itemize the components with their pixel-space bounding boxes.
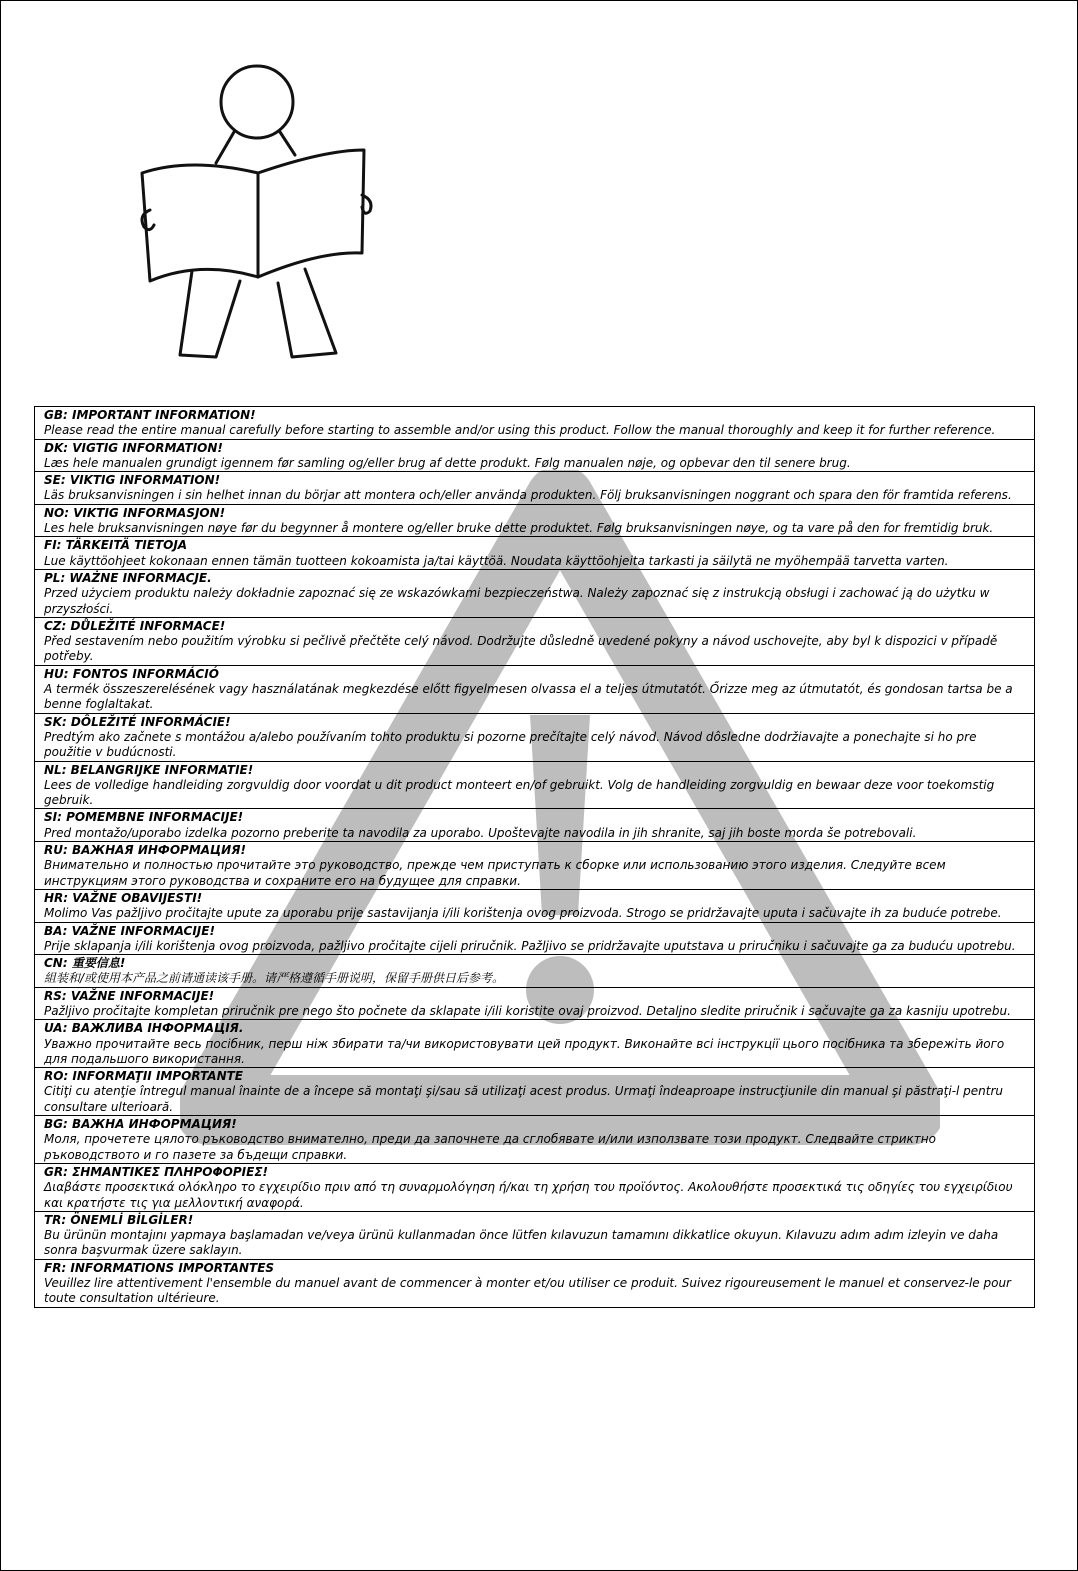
section-heading: RO: INFORMAŢII IMPORTANTE <box>44 1069 244 1084</box>
info-cell <box>35 1020 1035 1068</box>
table-row <box>35 842 1035 890</box>
info-cell <box>35 504 1035 537</box>
section-text: Lees de volledige handleiding zorgvuldig door voordat u dit product monteert en/of gebruikt. Volg de handleiding zorgvuldig en bewaar deze voor toekomstig gebruik. <box>44 777 995 808</box>
table-row <box>35 713 1035 761</box>
info-cell <box>35 761 1035 809</box>
section-text: Lue käyttöohjeet kokonaan ennen tämän tuotteen kokoamista ja/tai käyttöä. Noudata käyttöohjeita tarkasti ja säilytä ne myöhempää tarvetta varten. <box>44 553 949 568</box>
section-text: Læs hele manualen grundigt igennem før samling og/eller brug af dette produkt. Følg manualen nøje, og opbevar den til senere brug. <box>44 455 851 470</box>
section-text: Prije sklapanja i/ili korištenja ovog proizvoda, pažljivo pročitajte cijeli priručnik. Pažljivo se pridržavajte uputstava u priručniku i sačuvajte ga za buduću upotrebu. <box>44 938 1016 953</box>
section-text: Predtým ako začnete s montážou a/alebo používaním tohto produktu si pozorne prečítajte celý návod. Návod dôsledne dodržiavajte a ponechajte si ho pre použitie v budúcnosti. <box>44 729 977 760</box>
info-cell <box>35 1163 1035 1211</box>
info-cell <box>35 1259 1035 1307</box>
info-cell <box>35 665 1035 713</box>
section-heading: FR: INFORMATIONS IMPORTANTES <box>44 1260 275 1275</box>
section-heading: UA: ВАЖЛИВА ІНФОРМАЦІЯ. <box>44 1021 244 1036</box>
section-heading: SE: VIKTIG INFORMATION! <box>44 473 221 488</box>
section-heading: RU: ВАЖНАЯ ИНФОРМАЦИЯ! <box>44 843 246 858</box>
table-row <box>35 665 1035 713</box>
section-heading: BA: VAŽNE INFORMACIJE! <box>44 923 215 938</box>
section-heading: NL: BELANGRIJKE INFORMATIE! <box>44 762 254 777</box>
section-text: Před sestavením nebo použitím výrobku si pečlivě přečtěte celý návod. Dodržujte důsledně uvedené pokyny a návod uschovejte, aby byl k dispozici v případě potřeby. <box>44 634 998 664</box>
safety-information-table <box>34 406 1035 1308</box>
table-row <box>35 1259 1035 1307</box>
section-heading: FI: TÄRKEITÄ TIETOJA <box>44 538 188 553</box>
info-cell <box>35 889 1035 922</box>
table-row <box>35 407 1035 440</box>
table-row <box>35 1211 1035 1259</box>
section-text: Внимательно и полностью прочитайте это руководство, прежде чем приступать к сборке или использованию этого изделия. Следуйте всем инструкциям этого руководства и сохраните его на будущее для справки. <box>44 858 946 888</box>
section-heading: RS: VAŽNE INFORMACIJE! <box>44 988 215 1003</box>
section-text: Veuillez lire attentivement l'ensemble du manuel avant de commencer à monter et/ou utiliser ce produit. Suivez rigoureusement le manuel et conservez-le pour toute consultation ultérieure. <box>44 1276 1011 1306</box>
section-text: Przed użyciem produktu należy dokładnie zapoznać się ze wskazówkami bezpieczeństwa. Należy zapoznać się z instrukcją obsługi i zachować ją do użytku w przyszłości. <box>44 586 990 616</box>
section-text: Molimo Vas pažljivo pročitajte upute za uporabu prije sastavijanja i/ili korištenja ovog proizvoda. Strogo se pridržavajte uputa i sačuvajte ih za buduće potrebe. <box>44 906 1002 921</box>
info-cell <box>35 809 1035 842</box>
table-row <box>35 889 1035 922</box>
table-row <box>35 987 1035 1020</box>
table-row <box>35 617 1035 665</box>
table-row <box>35 439 1035 472</box>
info-cell <box>35 1068 1035 1116</box>
section-heading: SK: DÔLEŽITÉ INFORMÁCIE! <box>44 714 231 729</box>
section-text: Уважно прочитайте весь посібник, перш ніж збирати та/чи використовувати цей продукт. Виконайте всі інструкції цього посібника та збережіть його для подальшого використання. <box>44 1036 1005 1066</box>
info-cell <box>35 439 1035 472</box>
section-heading: CN: 重要信息! <box>44 956 126 971</box>
info-cell <box>35 1116 1035 1164</box>
section-heading: CZ: DŮLEŽITÉ INFORMACE! <box>44 618 226 633</box>
section-heading: PL: WAŻNE INFORMACJE. <box>44 570 212 585</box>
table-row <box>35 504 1035 537</box>
info-cell <box>35 569 1035 617</box>
info-cell <box>35 922 1035 955</box>
info-cell <box>35 1211 1035 1259</box>
info-cell <box>35 955 1035 988</box>
info-cell <box>35 987 1035 1020</box>
table-row <box>35 569 1035 617</box>
section-heading: GR: ΣΗΜΑΝΤΙΚΕΣ ΠΛΗΡΟΦΟΡΙΕΣ! <box>44 1164 268 1179</box>
table-row <box>35 472 1035 505</box>
table-row <box>35 955 1035 988</box>
table-row <box>35 1020 1035 1068</box>
info-cell <box>35 472 1035 505</box>
table-row <box>35 1116 1035 1164</box>
info-cell <box>35 537 1035 570</box>
section-text: Please read the entire manual carefully before starting to assemble and/or using this product. Follow the manual thoroughly and keep it for further reference. <box>44 423 996 438</box>
section-text: Pred montažo/uporabo izdelka pozorno preberite ta navodila za uporabo. Upoštevajte navodila in jih shranite, saj jih boste morda še potrebovali. <box>44 825 917 840</box>
person-reading-manual-icon <box>130 55 390 365</box>
section-text: Bu ürünün montajını yapmaya başlamadan ve/veya ürünü kullanmadan önce lütfen kılavuzun tamamını dikkatlice okuyun. Kılavuzu adım adım izleyin ve daha sonra başvurmak üzere saklayın. <box>44 1228 999 1258</box>
section-text: Моля, прочетете цялото ръководство внимателно, преди да започнете да сглобявате и/или използвате този продукт. Следвайте стриктно ръководството и го пазете за бъдещи справки. <box>44 1132 936 1162</box>
section-text: Les hele bruksanvisningen nøye før du begynner å montere og/eller bruke dette produktet. Følg bruksanvisningen nøye, og ta vare på den for fremtidig bruk. <box>44 521 994 536</box>
section-heading: BG: ВАЖНА ИНФОРМАЦИЯ! <box>44 1117 237 1132</box>
table-row <box>35 1068 1035 1116</box>
section-heading: GB: IMPORTANT INFORMATION! <box>44 408 256 422</box>
section-text: A termék összeszerelésének vagy használatának megkezdése előtt figyelmesen olvassa el a teljes útmutatót. Őrizze meg az útmutatót, és gondosan tartsa be a benne foglaltakat. <box>44 682 1013 712</box>
table-row <box>35 1163 1035 1211</box>
section-heading: HU: FONTOS INFORMÁCIÓ <box>44 666 219 681</box>
table-row <box>35 537 1035 570</box>
section-heading: SI: POMEMBNE INFORMACIJE! <box>44 810 244 825</box>
section-text: 組装和/或使用本产品之前请通读该手册。请严格遵循手册说明，保留手册供日后参考。 <box>44 971 505 986</box>
section-text: Pažljivo pročitajte kompletan priručnik pre nego što počnete da sklapate i/ili koristite ovaj proizvod. Detaljno sledite priručnik i sačuvajte ga za kasniju upotrebu. <box>44 1003 1011 1018</box>
section-heading: HR: VAŽNE OBAVIJESTI! <box>44 890 203 905</box>
section-heading: DK: VIGTIG INFORMATION! <box>44 440 223 455</box>
section-heading: TR: ÖNEMLİ BİLGİLER! <box>44 1212 194 1227</box>
section-heading: NO: VIKTIG INFORMASJON! <box>44 505 226 520</box>
section-text: Läs bruksanvisningen i sin helhet innan du börjar att montera och/eller använda produkten. Följ bruksanvisningen noggrant och spara den för framtida referens. <box>44 488 1012 503</box>
table-row <box>35 809 1035 842</box>
info-cell <box>35 407 1035 440</box>
table-row <box>35 761 1035 809</box>
section-text: Διαβάστε προσεκτικά ολόκληρο το εγχειρίδιο πριν από τη συναρμολόγηση ή/και τη χρήση του προϊόντος. Ακολουθήστε προσεκτικά τις οδηγίες του εγχειρίδιου και κρατήστε τις για μελλοντική αναφορά. <box>44 1180 1013 1210</box>
section-text: Citiţi cu atenţie întregul manual înainte de a începe să montaţi şi/sau să utilizaţi acest produs. Urmaţi îndeaproape instrucţiunile din manual şi păstraţi-l pentru consultare ulterioară. <box>44 1084 1004 1114</box>
table-row <box>35 922 1035 955</box>
info-cell <box>35 713 1035 761</box>
info-cell <box>35 842 1035 890</box>
info-cell <box>35 617 1035 665</box>
